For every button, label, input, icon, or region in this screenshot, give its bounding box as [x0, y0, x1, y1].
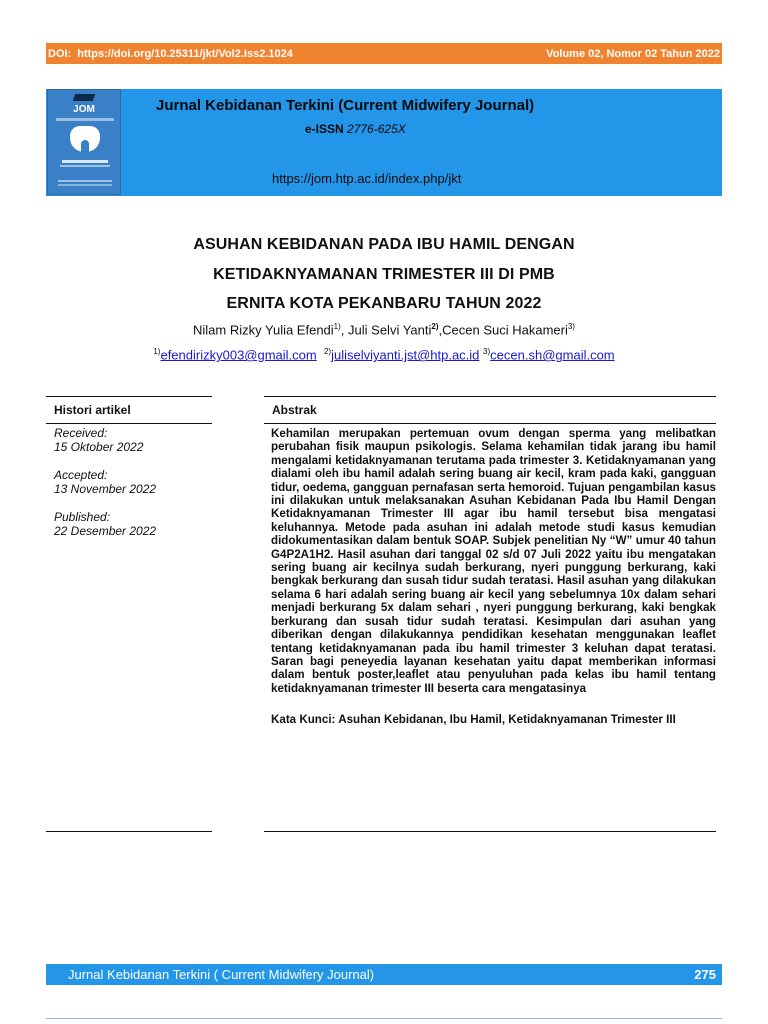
divider — [46, 831, 212, 832]
keywords: Kata Kunci: Asuhan Kebidanan, Ibu Hamil, Ketidaknyamanan Trimester III — [271, 713, 676, 727]
accepted-date: 13 November 2022 — [54, 482, 157, 496]
author-sup: 3) — [567, 322, 575, 331]
volume-info: Volume 02, Nomor 02 Tahun 2022 — [546, 47, 720, 60]
published-date: 22 Desember 2022 — [54, 524, 157, 538]
email-sup: 1) — [153, 347, 161, 356]
abstract-heading: Abstrak — [264, 396, 716, 424]
received-date: 15 Oktober 2022 — [54, 440, 144, 454]
history-heading: Histori artikel — [46, 396, 212, 424]
journal-header — [46, 89, 722, 196]
author-name: Cecen Suci Hakameri — [442, 322, 568, 338]
email-link[interactable]: cecen.sh@gmail.com — [490, 347, 615, 363]
doi-label: DOI: — [48, 47, 72, 60]
author-sup: 2) — [431, 322, 439, 331]
footer-journal: Jurnal Kebidanan Terkini ( Current Midwifery Journal) — [68, 967, 375, 982]
journal-title: Jurnal Kebidanan Terkini (Current Midwifery Journal) — [156, 97, 535, 114]
page-number: 275 — [694, 967, 716, 982]
email-sup: 3) — [483, 347, 491, 356]
abstract-section — [264, 396, 716, 727]
accepted-label: Accepted: — [54, 468, 108, 482]
journal-url[interactable]: https://jom.htp.ac.id/index.php/jkt — [272, 171, 462, 186]
email-sup: 2) — [323, 347, 332, 356]
abstract-text: Kehamilan merupakan pertemuan ovum dengan sperma yang melibatkan perubahan fisik maupun psikologis. Selama kehamilan tidak jarang ibu hamil mengalami ketidaknyamanan terutama pada trimester 3. Ketidaknyamanan yang dialami oleh ibu hamil adalah sering buang air kecil, kram pada kaki, gangguan tidur, oedema, gangguan pernafasan serta hemoroid. Tujuan pengambilan kasus ini dilakukan untuk melaksanakan Asuhan Kebidanan Pada Ibu Hamil Dengan Ketidaknyamanan Trimester III agar ibu hamil tersebut bisa mengatasi keluhannya. Metode pada asuhan ini adalah metode studi kasus kemudian didokumentasikan dalam bentuk SOAP. Subjek penelitian Ny “W” umur 40 tahun G4P2A1H2. Hasil asuhan dari tanggal 02 s/d 07 Juli 2022 yaitu ibu mengatakan sering buang air kecilnya sudah berkurang, nyeri punggung berkurang, kaki bengkak berkurang dan susah tidur sudah teratasi. Hasil asuhan yang dilakukan selama 6 hari adalah sering buang air kecil yang sebelumnya 10x dalam sehari menjadi berkurang 5x dalam sehari , nyeri punggung berkurang, kaki bengkak berkurang dan susah tidur sudah teratasi. Kesimpulan dari asuhan yang diberikan dengan dilakukannya pendidikan kesehatan menggunakan leaflet tentang ketidaknyamanan pada ibu hamil trimester 3 keluhan dapat teratasi. Saran bagi peneyedia layanan kesehatan yaitu dapat memberikan informasi dalam bentuk poster,leaflet atau penyuluhan pada kelas ibu hamil tentang ketidaknyamanan trimester III beserta cara mengatasinya — [271, 427, 716, 695]
journal-cover-image — [47, 89, 121, 195]
published-label: Published: — [54, 510, 111, 524]
author-name: Juli Selvi Yanti — [348, 322, 432, 338]
tooth-icon — [70, 126, 100, 152]
authors: Nilam Rizky Yulia Efendi$^{1)}$, Juli Selvi Yanti$^{2)}$,Cecen Suci Hakameri$^{3)}$ — [193, 322, 575, 338]
page-footer — [46, 964, 722, 985]
article-title-line-1: ASUHAN KEBIDANAN PADA IBU HAMIL DENGAN — [193, 236, 575, 253]
author-emails — [0, 347, 768, 362]
cover-logo-text: JOM — [73, 104, 95, 115]
divider — [264, 831, 716, 832]
graduation-cap-icon — [73, 94, 96, 101]
issn — [305, 122, 406, 136]
article-title-line-2: KETIDAKNYAMANAN TRIMESTER III DI PMB — [213, 266, 555, 283]
doi-link[interactable]: https://doi.org/10.25311/jkt/Vol2.Iss2.1024 — [77, 47, 293, 60]
divider — [46, 1018, 722, 1019]
issn-label: e-ISSN — [305, 122, 344, 136]
article-title-line-3: ERNITA KOTA PEKANBARU TAHUN 2022 — [226, 295, 542, 312]
issn-value: 2776-625X — [347, 122, 406, 136]
received-label: Received: — [54, 426, 108, 440]
article-history — [46, 396, 212, 538]
doi — [48, 48, 293, 60]
email-link[interactable]: juliselviyanti.jst@htp.ac.id — [331, 347, 480, 363]
author-sup: 1) — [333, 322, 341, 331]
author-name: Nilam Rizky Yulia Efendi — [193, 322, 334, 338]
email-link[interactable]: efendirizky003@gmail.com — [160, 347, 317, 363]
doi-bar — [46, 43, 722, 64]
